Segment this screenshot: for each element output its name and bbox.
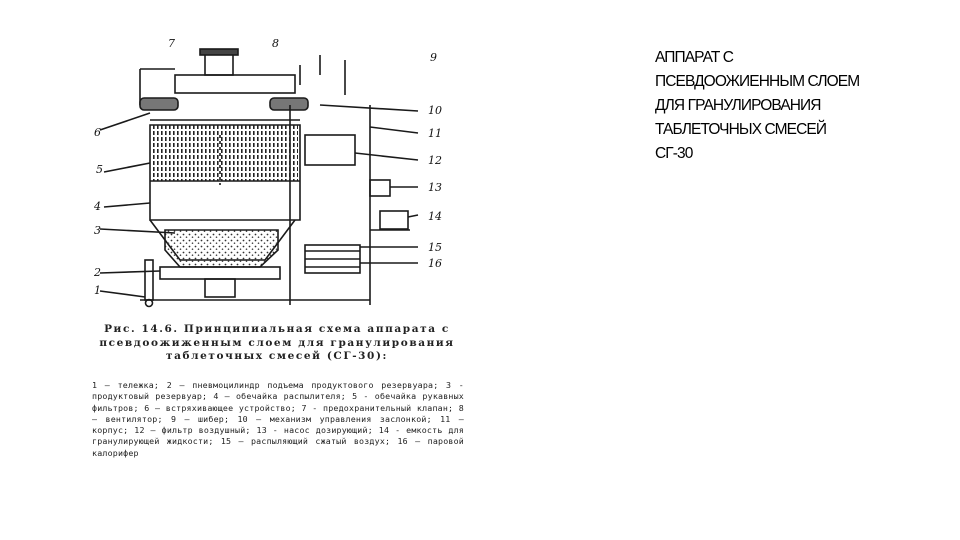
label-16: 16: [428, 257, 442, 270]
slide-title: [655, 46, 945, 166]
apparatus-schematic: [80, 35, 470, 310]
label-7: 7: [168, 37, 175, 50]
label-3: 3: [94, 224, 101, 237]
label-8: 8: [272, 37, 279, 50]
label-10: 10: [428, 104, 442, 117]
label-11: 11: [428, 127, 442, 140]
figure-legend: 1 — тележка; 2 — пневмоцилиндр подъема продуктового резервуара; 3 - продуктовый резервуар; 4 — обечайка распылителя; 5 - обечайка рукавных фильтров; 6 — встряхивающее устройство; 7 - предохранительный клапан; 8 — вентилятор; 9 — шибер; 10 — механизм управления заслонкой; 11 — корпус; 12 — фильтр воздушный; 13 - насос дозирующий; 14 - емкость для гранулирующей жидкости; 15 — распыляющий сжатый воздух; 16 — паровой калорифер: [92, 380, 464, 458]
label-15: 15: [428, 241, 442, 254]
label-9: 9: [430, 51, 437, 64]
title-line: ПСЕВДООЖИЕННЫМ СЛОЕМ: [655, 73, 860, 90]
title-line: СГ-30: [655, 145, 693, 162]
label-14: 14: [428, 210, 442, 223]
label-13: 13: [428, 181, 442, 194]
title-line: ТАБЛЕТОЧНЫХ СМЕСЕЙ: [655, 121, 827, 138]
label-5: 5: [96, 163, 103, 176]
label-12: 12: [428, 154, 442, 167]
label-4: 4: [94, 200, 101, 213]
label-1: 1: [94, 284, 101, 297]
title-line: АППАРАТ С: [655, 49, 734, 66]
label-2: 2: [94, 266, 101, 279]
label-6: 6: [94, 126, 101, 139]
apparatus-diagram: [80, 35, 470, 310]
figure-caption: Рис. 14.6. Принципиальная схема аппарата с псевдоожиженным слоем для гранулирования таблеточных смесей (СГ-30):: [99, 323, 455, 362]
title-line: ДЛЯ ГРАНУЛИРОВАНИЯ: [655, 97, 821, 114]
